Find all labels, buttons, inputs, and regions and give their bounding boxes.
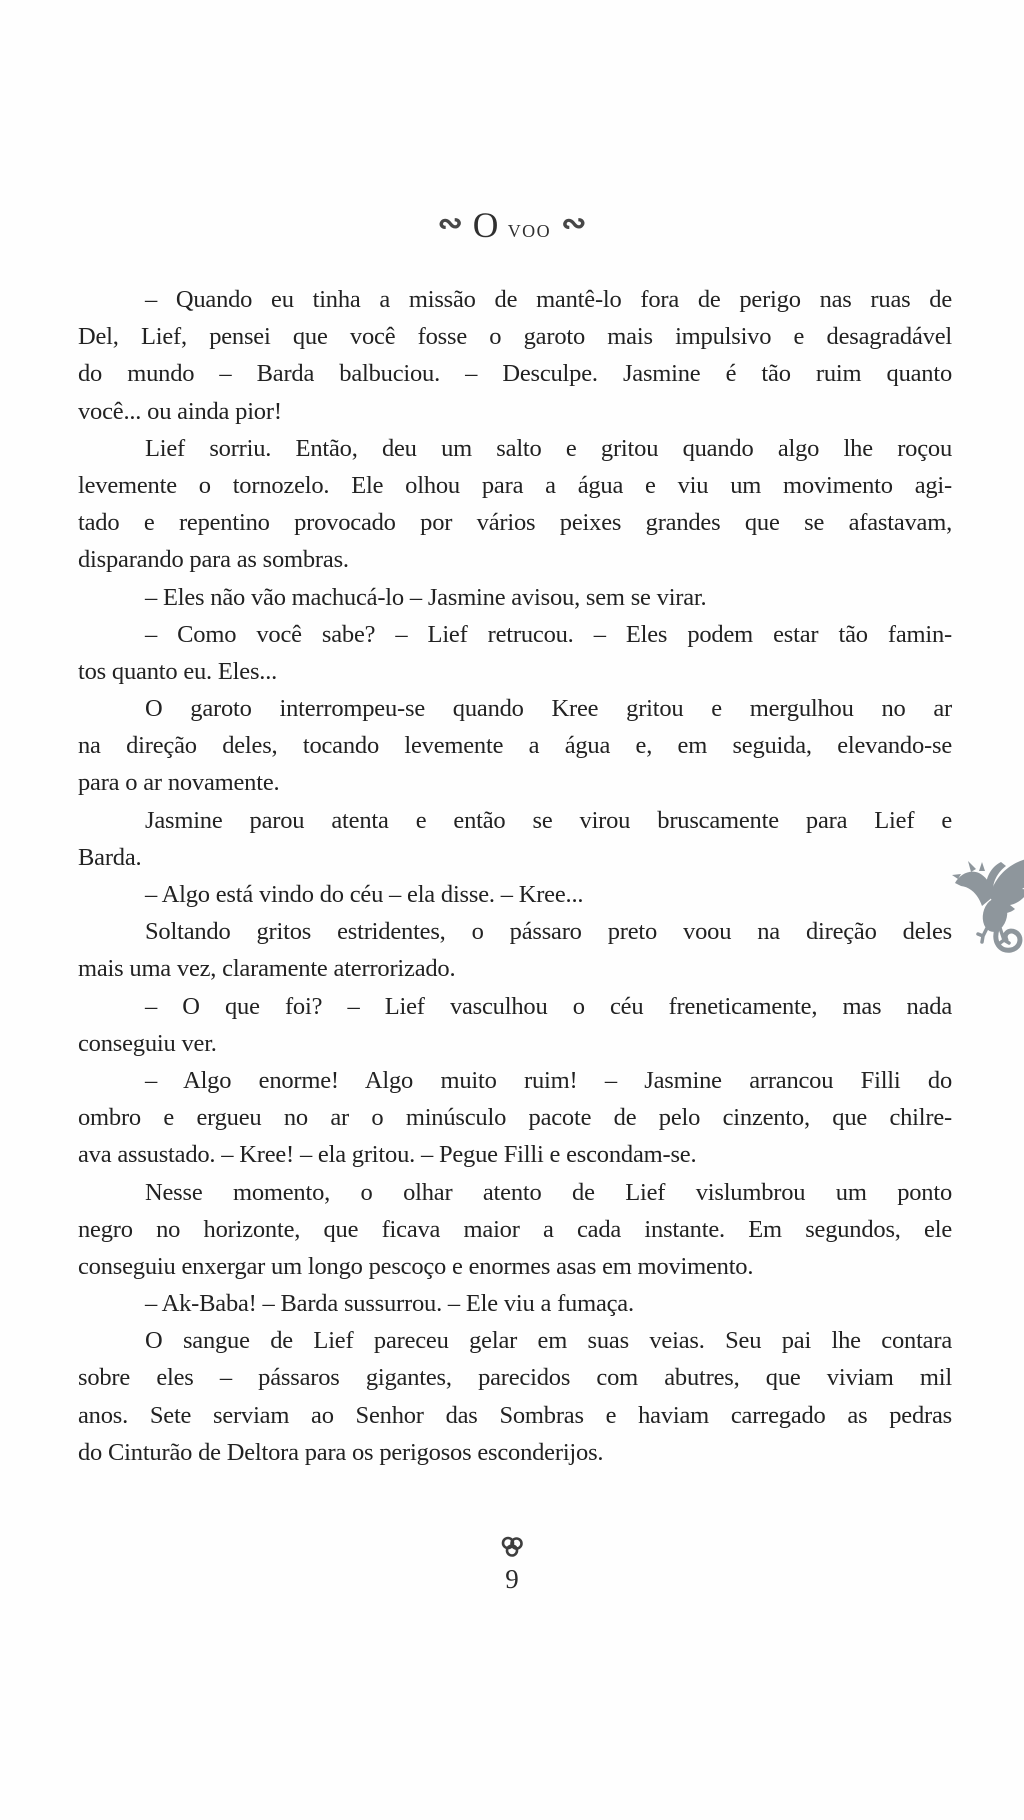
text-line: levemente o tornozelo. Ele olhou para a água e viu um movimento agi- (78, 471, 952, 499)
text-line: negro no horizonte, que ficava maior a cada instante. Em segundos, ele (78, 1215, 952, 1243)
paragraph (78, 690, 952, 802)
text-line: tado e repentino provocado por vários peixes grandes que se afastavam, (78, 509, 952, 537)
flourish-right-icon: ∾ (561, 205, 587, 241)
paragraph (78, 1062, 952, 1174)
text-line: – Algo está vindo do céu – ela disse. – Kree... (145, 881, 584, 908)
text-line: – O que foi? – Lief vasculhou o céu freneticamente, mas nada (145, 992, 952, 1020)
text-line: anos. Sete serviam ao Senhor das Sombras e haviam carregado as pedras (78, 1401, 952, 1429)
paragraph (78, 802, 952, 876)
text-line: disparando para as sombras. (78, 546, 349, 574)
text-line: – Quando eu tinha a missão de mantê-lo fora de perigo nas ruas de (145, 286, 952, 313)
text-line: ombro e ergueu no ar o minúsculo pacote de pelo cinzento, que chilre- (78, 1104, 952, 1132)
flourish-left-icon: ∾ (437, 205, 463, 241)
text-line: sobre eles – pássaros gigantes, parecidos com abutres, que viviam mil (78, 1364, 952, 1392)
text-line: – Como você sabe? – Lief retrucou. – Eles podem estar tão famin- (145, 620, 952, 648)
text-line: na direção deles, tocando levemente a água e, em seguida, elevando-se (78, 732, 952, 760)
paragraph (78, 579, 952, 616)
paragraph (78, 913, 952, 987)
paragraph (78, 616, 952, 690)
text-line: tos quanto eu. Eles... (78, 657, 278, 685)
text-line: Lief sorriu. Então, deu um salto e gritou quando algo lhe roçou (145, 434, 952, 462)
text-line: do Cinturão de Deltora para os perigosos esconderijos. (78, 1438, 604, 1466)
page-footer (0, 1520, 1024, 1820)
text-line: mais uma vez, claramente aterrorizado. (78, 955, 456, 983)
paragraph (78, 281, 952, 430)
paragraph (78, 1322, 952, 1471)
text-line: – Algo enorme! Algo muito ruim! – Jasmine arrancou Filli do (145, 1066, 952, 1094)
text-line: Del, Lief, pensei que você fosse o garoto mais impulsivo e desagradável (78, 323, 952, 351)
text-line: conseguiu enxergar um longo pescoço e enormes asas em movimento. (78, 1252, 754, 1280)
chapter-header (0, 204, 1024, 246)
paragraph (78, 988, 952, 1062)
text-line: para o ar novamente. (78, 769, 280, 797)
text-line: – Ak-Baba! – Barda sussurrou. – Ele viu a fumaça. (145, 1290, 634, 1318)
paragraph (78, 430, 952, 579)
text-line: ava assustado. – Kree! – ela gritou. – Pegue Filli e escondam-se. (78, 1141, 697, 1169)
text-line: do mundo – Barda balbuciou. – Desculpe. Jasmine é tão ruim quanto (78, 360, 952, 388)
text-line: O garoto interrompeu-se quando Kree gritou e mergulhou no ar (145, 695, 952, 723)
text-block (78, 281, 952, 1471)
chapter-title: O voo (472, 205, 552, 245)
text-line: Nesse momento, o olhar atento de Lief vislumbrou um ponto (145, 1178, 952, 1206)
text-line: Soltando gritos estridentes, o pássaro preto voou na direção deles (145, 918, 952, 946)
page-number: 9 (505, 1564, 519, 1594)
text-line: conseguiu ver. (78, 1029, 217, 1057)
text-line: Barda. (78, 843, 142, 871)
paragraph (78, 876, 952, 913)
knot-ornament-icon (499, 1535, 525, 1559)
text-line: você... ou ainda pior! (78, 397, 282, 425)
paragraph (78, 1285, 952, 1322)
dragon-icon (952, 856, 1024, 958)
text-line: – Eles não vão machucá-lo – Jasmine avisou, sem se virar. (145, 583, 707, 611)
text-line: Jasmine parou atenta e então se virou bruscamente para Lief e (145, 806, 952, 834)
text-line: O sangue de Lief pareceu gelar em suas veias. Seu pai lhe contara (145, 1327, 952, 1355)
paragraph (78, 1174, 952, 1286)
